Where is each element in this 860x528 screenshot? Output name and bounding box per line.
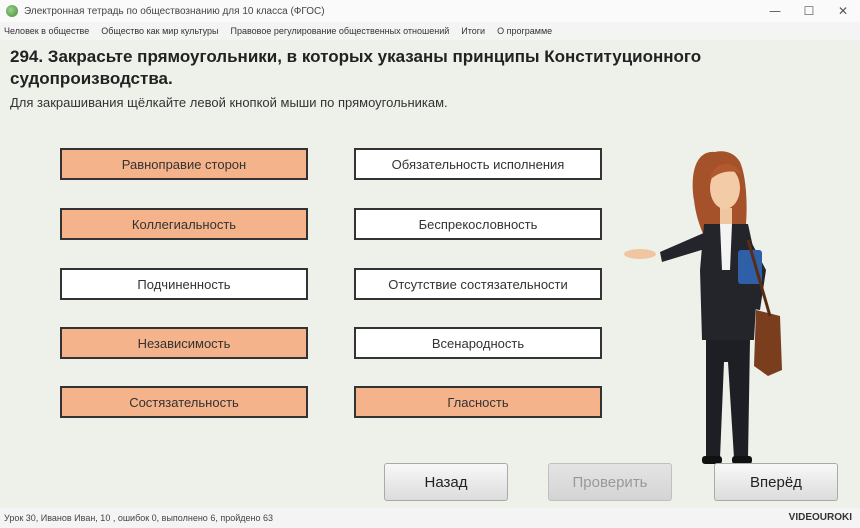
window-titlebar — [0, 0, 860, 22]
minimize-button[interactable]: — — [769, 4, 781, 18]
menu-item-o-programme[interactable]: О программе — [497, 26, 553, 36]
task-title: 294. Закрасьте прямоугольники, в которых указаны принципы Конституционного судопроизводства. — [10, 47, 702, 88]
menu-item-chelovek[interactable]: Человек в обществе — [4, 26, 90, 36]
menu-item-kultura[interactable]: Общество как мир культуры — [101, 26, 219, 36]
status-bar — [0, 508, 860, 528]
menu-bar — [0, 22, 860, 40]
window-title: Электронная тетрадь по обществознанию для 10 класса (ФГОС) — [24, 5, 325, 17]
status-text: Урок 30, Иванов Иван, 10 , ошибок 0, выполнено 6, пройдено 63 — [4, 513, 273, 523]
app-globe-icon — [6, 5, 18, 17]
option-podchinennost[interactable]: Подчиненность — [60, 268, 308, 300]
option-ravnopravie[interactable]: Равноправие сторон — [60, 148, 308, 180]
videouroki-logo: VIDEOUROKI — [788, 512, 852, 523]
option-glasnost[interactable]: Гласность — [354, 386, 602, 418]
check-button[interactable]: Проверить — [548, 463, 672, 501]
teacher-illustration — [620, 140, 790, 470]
option-vsenarodnost[interactable]: Всенародность — [354, 327, 602, 359]
task-area — [0, 40, 860, 508]
option-nezavisimost[interactable]: Независимость — [60, 327, 308, 359]
next-button[interactable]: Вперёд — [714, 463, 838, 501]
back-button[interactable]: Назад — [384, 463, 508, 501]
window-controls — [758, 0, 860, 22]
option-kollegialnost[interactable]: Коллегиальность — [60, 208, 308, 240]
option-otsutstvie[interactable]: Отсутствие состязательности — [354, 268, 602, 300]
option-sostyazatelnost[interactable]: Состязательность — [60, 386, 308, 418]
maximize-button[interactable]: ☐ — [803, 4, 815, 18]
option-besprekoslovnost[interactable]: Беспрекословность — [354, 208, 602, 240]
menu-item-pravo[interactable]: Правовое регулирование общественных отношений — [230, 26, 450, 36]
task-instruction: Для закрашивания щёлкайте левой кнопкой мыши по прямоугольникам. — [10, 95, 448, 110]
close-button[interactable]: ✕ — [837, 4, 849, 18]
option-obyazatelnost[interactable]: Обязательность исполнения — [354, 148, 602, 180]
menu-item-itogi[interactable]: Итоги — [461, 26, 486, 36]
